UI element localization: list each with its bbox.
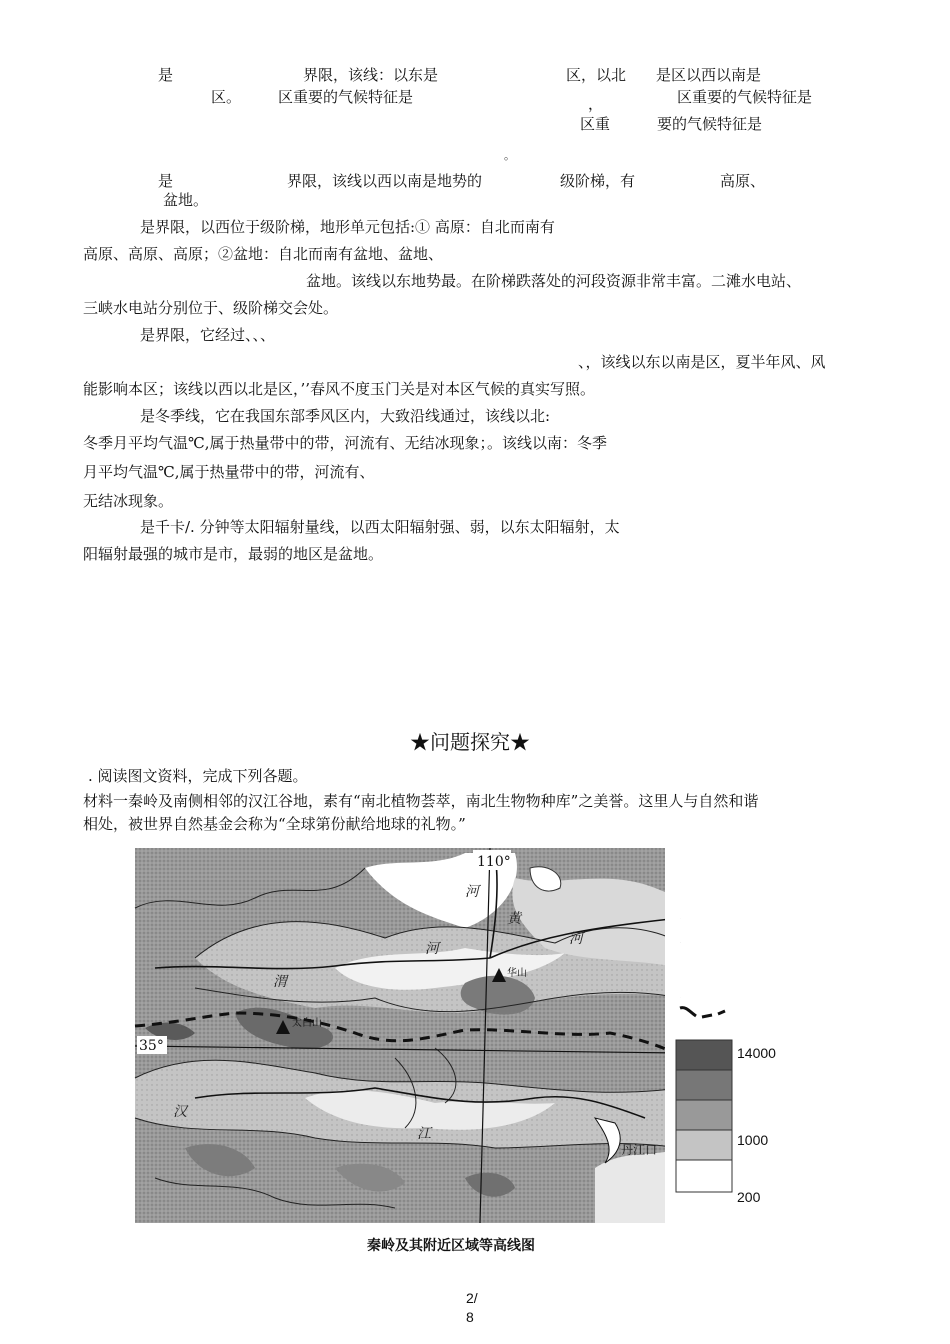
text-line: 盆地。该线以东地势最。在阶梯跌落处的河段资源非常丰富。二滩水电站、 (306, 272, 802, 290)
text-line: 要的气候特征是 (657, 115, 763, 133)
text-line: 无结冰现象。 (83, 492, 174, 510)
text-line: 高原、高原、高原；②盆地：自北而南有盆地、盆地、 (83, 245, 444, 263)
text-line: 高原、 (720, 172, 766, 190)
text-line: 是 (158, 172, 174, 190)
text-line: 区重要的气候特征是 (278, 88, 414, 106)
text-line: 是界限，以西位于级阶梯，地形单元包括:① 高原：自北而南有 (140, 218, 555, 236)
text-line: 月平均气温℃,属于热量带中的带，河流有、 (83, 463, 375, 481)
boundary-fragment (678, 1004, 728, 1024)
river-label: 河 (569, 931, 583, 947)
text-line: 界限，该线：以东是 (303, 66, 439, 84)
text-line: 三峡水电站分别位于、级阶梯交会处。 (83, 299, 339, 317)
page-number-total: 8 (466, 1309, 474, 1325)
text-line: 是冬季线，它在我国东部季风区内，大致沿线通过，该线以北: (140, 407, 551, 425)
section-heading: ★问题探究★ (410, 730, 530, 754)
longitude-label: 110° (477, 854, 511, 870)
place-label: 华山 (507, 968, 527, 979)
river-label: 江 (417, 1126, 431, 1142)
text-line: 盆地。 (163, 191, 209, 209)
legend-label: 200 (737, 1189, 761, 1205)
river-label: 河 (465, 884, 479, 900)
text-line: 冬季月平均气温℃,属于热量带中的带，河流有、无结冰现象；。该线以南：冬季 (83, 434, 608, 452)
text-line: 区，以北 (566, 66, 627, 84)
text-line: 区重要的气候特征是 (677, 88, 813, 106)
text-line: 、，该线以东以南是区，夏半年风、风 (578, 353, 826, 371)
place-label: 太白山 (292, 1018, 322, 1029)
text-line: 是 (158, 66, 174, 84)
question-intro: . 阅读图文资料，完成下列各题。 (88, 767, 308, 785)
text-line: 级阶梯，有 (560, 172, 636, 190)
legend-label: 1000 (737, 1132, 769, 1148)
text-line: 界限，该线以西以南是地势的 (287, 172, 483, 190)
river-label: 黄 (507, 911, 521, 927)
text-line: 阳辐射最强的城市是市，最弱的地区是盆地。 (83, 545, 384, 563)
text-line: 是千卡/. 分钟等太阳辐射量线，以西太阳辐射强、弱，以东太阳辐射，太 (140, 518, 620, 536)
text-line: 能影响本区；该线以西以北是区，’’春风不度玉门关是对本区气候的真实写照。 (83, 380, 596, 398)
page-number: 2/ (466, 1290, 478, 1306)
text-line: 区重 (580, 115, 611, 133)
river-label: 汉 (173, 1104, 187, 1120)
elevation-legend (676, 1040, 732, 1192)
river-label: 渭 (273, 974, 287, 990)
river-label: 河 (425, 941, 439, 957)
map-caption: 秦岭及其附近区域等高线图 (367, 1237, 535, 1253)
text-line: 。 (504, 149, 515, 162)
contour-map (135, 848, 680, 1223)
material-text: 材料一秦岭及南侧相邻的汉江谷地，素有“南北植物荟萃，南北生物物种库”之美誉。这里人与自然和谐 (83, 792, 759, 810)
text-line: 区。 (211, 88, 242, 106)
text-line: 是区以西以南是 (656, 66, 762, 84)
text-line: 是界限，它经过、、、 (140, 326, 276, 344)
place-label: 丹江口 (621, 1143, 658, 1157)
legend-label: 14000 (737, 1045, 776, 1061)
latitude-label: 35° (139, 1038, 164, 1054)
text-line: ， (588, 95, 604, 113)
material-text: 相处，被世界自然基金会称为“全球第份献给地球的礼物。” (83, 815, 466, 833)
